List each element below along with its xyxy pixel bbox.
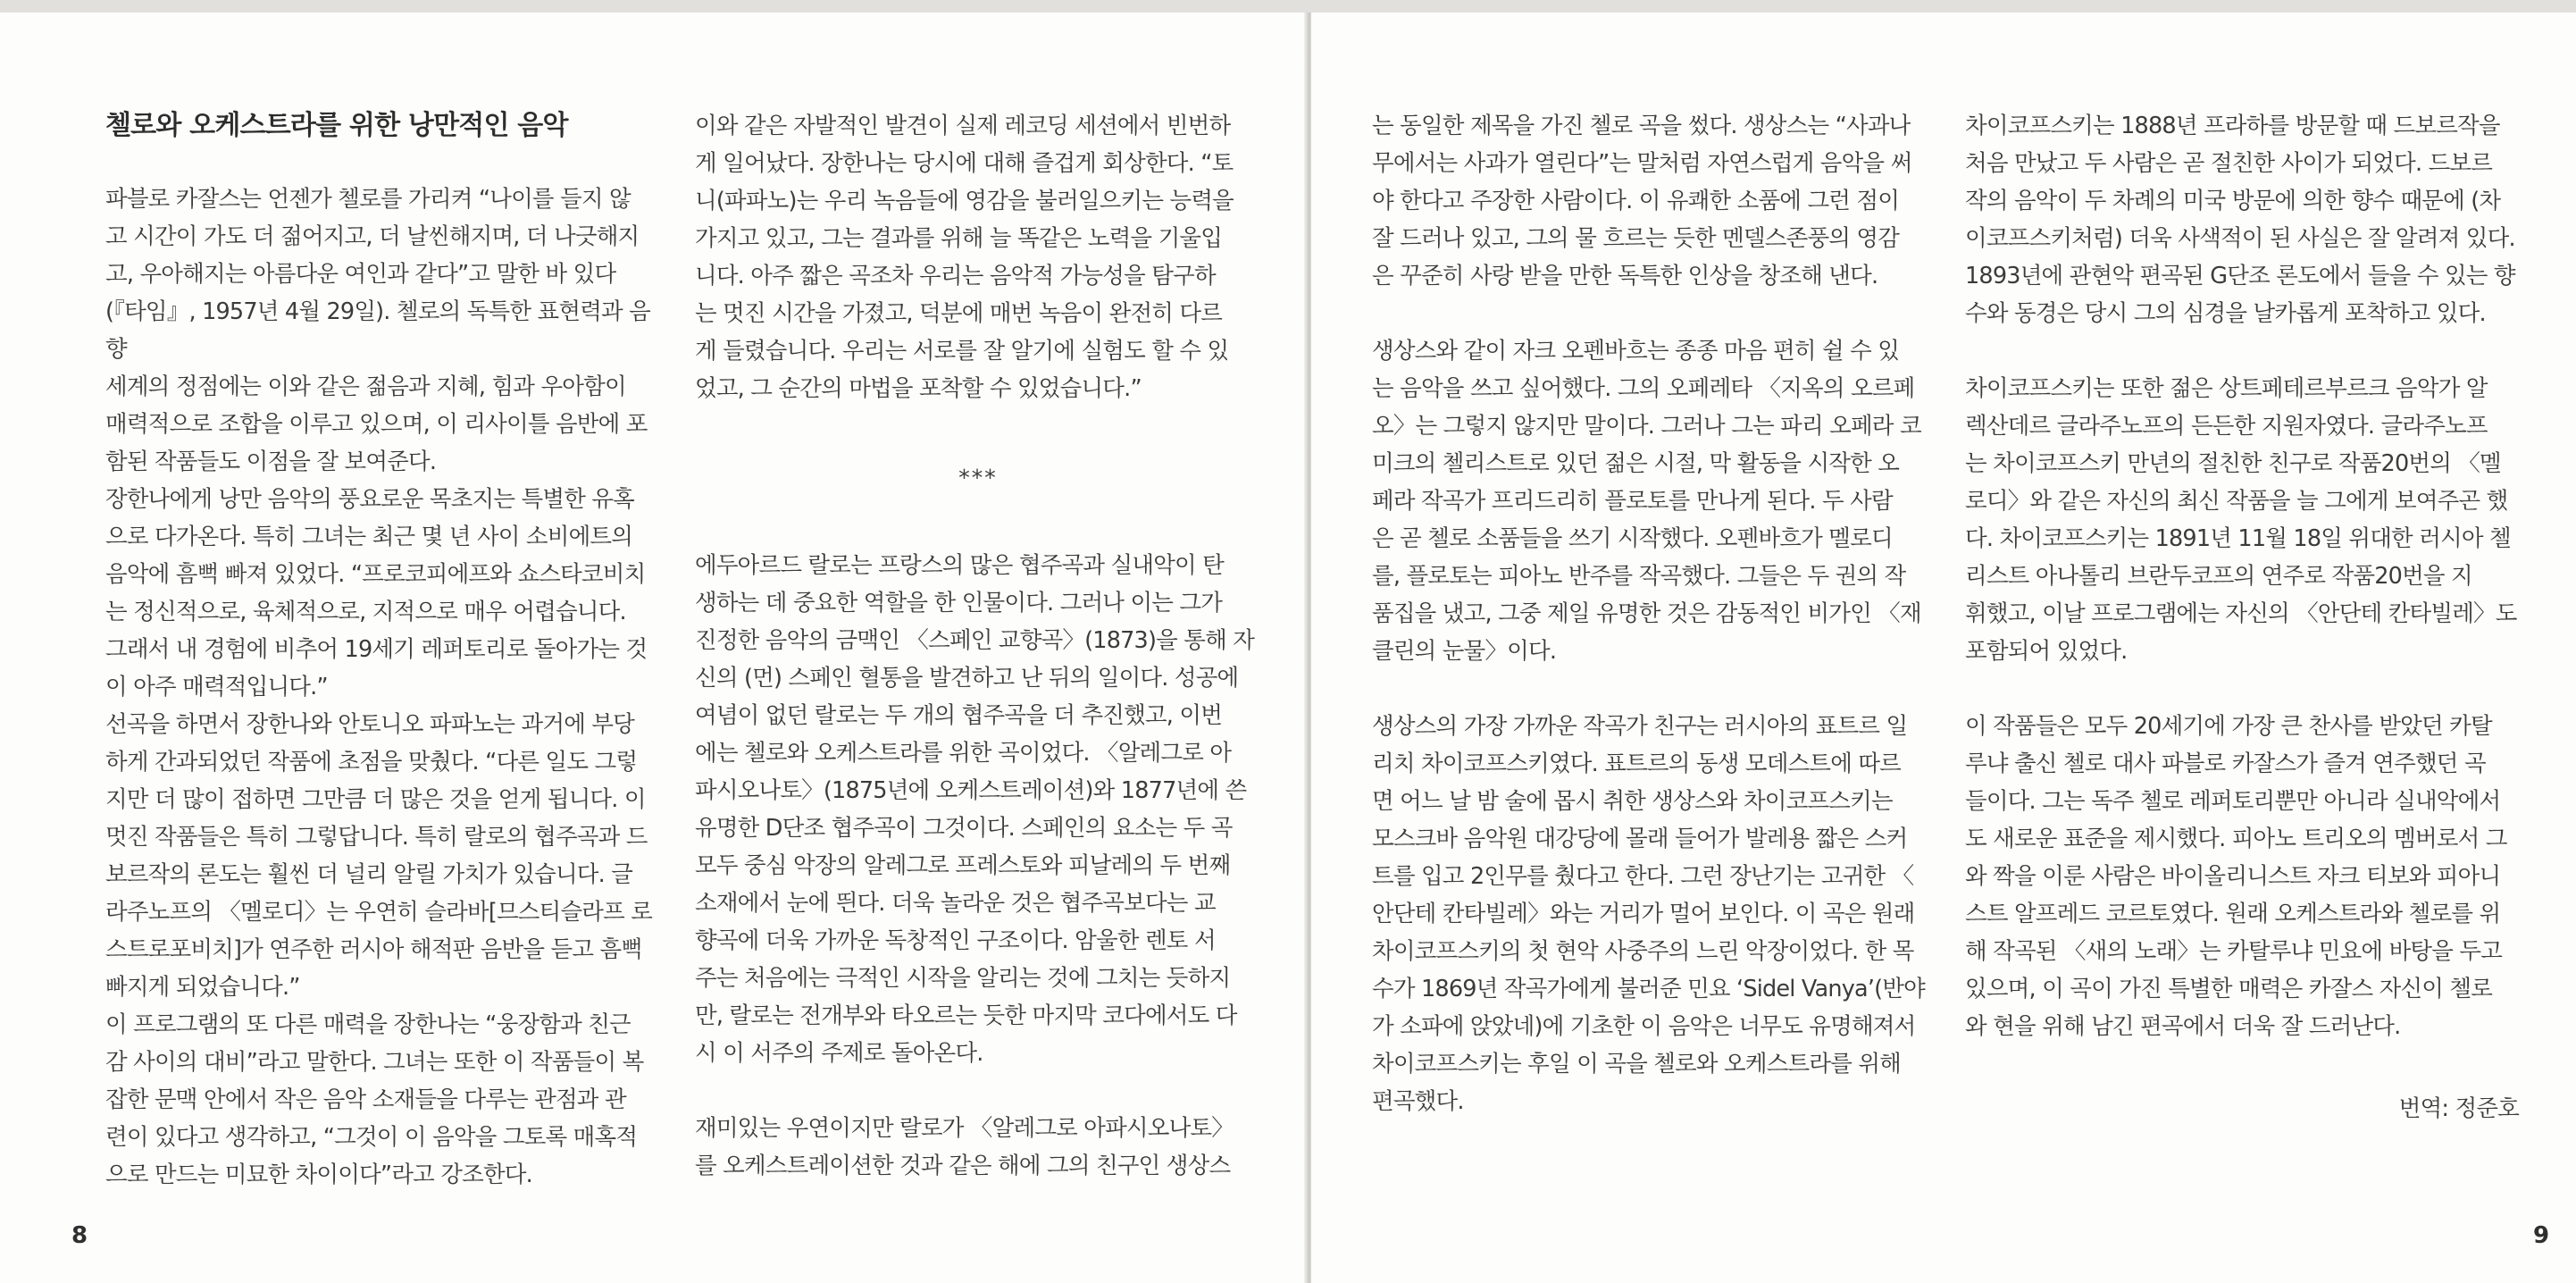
paragraph: 에두아르드 랄로는 프랑스의 많은 협주곡과 실내악이 탄 생하는 데 중요한 역할을 한 인물이다. 그러나 이는 그가 진정한 음악의 금맥인 〈스페인 교향곡〉(1873)을 통해 자 신의 (먼) 스페인 혈통을 발견하고 난 뒤의 일이다. 성공에 여념이 없던 랄로는 두 개의 협주곡을 더 추진했고, 이번 에는 첼로와 오케스트라를 위한 곡이었다. 〈알레그로 아 파시오나토〉(1875년에 오케스트레이션)와 1877년에 쓴 유명한 D단조 협주곡이 그것이다. 스페인의 요소는 두 곡 모두 중심 악장의 알레그로 프레스토와 피날레의 두 번째 소재에서 눈에 띈다. 더욱 놀라운 것은 협주곡보다는 교 향곡에 더욱 가까운 독창적인 구조이다. 암울한 렌토 서 주는 처음에는 극적인 시작을 알리는 것에 그치는 듯하지 만, 랄로는 전개부와 타오르는 듯한 마지막 코다에서도 다 시 이 서주의 주제로 돌아온다. xyxy=(695,552,1255,1067)
scan-edge xyxy=(0,0,2576,13)
paragraph: 생상스와 같이 자크 오펜바흐는 종종 마음 편히 쉴 수 있 는 음악을 쓰고 싶어했다. 그의 오페레타 〈지옥의 오르페 오〉는 그렇지 않지만 말이다. 그러나 그는 파리 오페라 코 미크의 첼리스트로 있던 젊은 시절, 막 활동을 시작한 오 페라 작곡가 프리드리히 플로토를 만나게 된다. 두 사람 은 곧 첼로 소품들을 쓰기 시작했다. 오펜바흐가 멜로디 를, 플로토는 피아노 반주를 작곡했다. 그들은 두 권의 작 품집을 냈고, 그중 제일 유명한 것은 감동적인 비가인 〈재 클린의 눈물〉이다. xyxy=(1372,338,1921,665)
paragraph: 장한나에게 낭만 음악의 풍요로운 목초지는 특별한 유혹 으로 다가온다. 특히 그녀는 최근 몇 년 사이 소비에트의 음악에 흠뻑 빠져 있었다. “프로코피에프와 쇼스타코비치 는 정신적으로, 육체적으로, 지적으로 매우 어렵습니다. 그래서 내 경험에 비추어 19세기 레퍼토리로 돌아가는 것 이 아주 매력적입니다.” xyxy=(105,486,648,700)
paragraph: 차이코프스키는 또한 젊은 상트페테르부르크 음악가 알 렉산데르 글라주노프의 든든한 지원자였다. 글라주노프 는 차이코프스키 만년의 절친한 친구로 작품20번의 〈멜 로디〉와 같은 자신의 최신 작품을 늘 그에게 보여주곤 했 다. 차이코프스키는 1891년 11월 18일 위대한 러시아 첼 리스트 아나톨리 브란두코프의 연주로 작품20번을 지 휘했고, 이날 프로그램에는 자신의 〈안단테 칸타빌레〉도 포함되어 있었다. xyxy=(1965,375,2517,665)
page-number-right: 9 xyxy=(2533,1222,2550,1249)
paragraph: 파블로 카잘스는 언젠가 첼로를 가리켜 “나이를 들지 않 고 시간이 가도 더 젊어지고, 더 날씬해지며, 더 나긋해지 고, 우아해지는 아름다운 여인과 같다”고 말한 바 있다 (『타임』, 1957년 4월 29일). 첼로의 독특한 표현력과 음향 세계의 정점에는 이와 같은 젊음과 지혜, 힘과 우아함이 매력적으로 조합을 이루고 있으며, 이 리사이틀 음반에 포 함된 작품들도 이점을 잘 보여준다. xyxy=(105,186,650,475)
translator-credit: 번역: 정준호 xyxy=(2398,1095,2519,1122)
article-heading: 첼로와 오케스트라를 위한 낭만적인 음악 xyxy=(105,110,568,141)
column-3 xyxy=(1372,107,1936,1120)
paragraph: 는 동일한 제목을 가진 첼로 곡을 썼다. 생상스는 “사과나 무에서는 사과가 열린다”는 말처럼 자연스럽게 음악을 써 야 한다고 주장한 사람이다. 이 유쾌한 소품에 그런 점이 잘 드러나 있고, 그의 물 흐르는 듯한 멘델스존풍의 영감 은 꾸준히 사랑 받을 만한 독특한 인상을 창조해 낸다. xyxy=(1372,113,1912,289)
column-1 xyxy=(105,107,670,1194)
column-4 xyxy=(1965,107,2519,1128)
paragraph: 재미있는 우연이지만 랄로가 〈알레그로 아파시오나토〉 를 오케스트레이션한 것과 같은 해에 그의 친구인 생상스 xyxy=(695,1115,1234,1179)
page-number-left: 8 xyxy=(71,1222,88,1249)
paragraph: 선곡을 하면서 장한나와 안토니오 파파노는 과거에 부당 하게 간과되었던 작품에 초점을 맞췄다. “다른 일도 그렇 지만 더 많이 접하면 그만큼 더 많은 것을 얻게 됩니다. 이 멋진 작품들은 특히 그렇답니다. 특히 랄로의 협주곡과 드 보르작의 론도는 훨씬 더 널리 알릴 가치가 있습니다. 글 라주노프의 〈멜로디〉는 우연히 슬라바[므스티슬라프 로 스트로포비치]가 연주한 러시아 해적판 음반을 듣고 흠뻑 빠지게 되었습니다.” xyxy=(105,711,653,1001)
paragraph: 이와 같은 자발적인 발견이 실제 레코딩 세션에서 빈번하 게 일어났다. 장한나는 당시에 대해 즐겁게 회상한다. “토 니(파파노)는 우리 녹음들에 영감을 불러일으키는 능력을 가지고 있고, 그는 결과를 위해 늘 똑같은 노력을 기울입 니다. 아주 짧은 곡조차 우리는 음악적 가능성을 탐구하 는 멋진 시간을 가졌고, 덕분에 매번 녹음이 완전히 다르 게 들렸습니다. 우리는 서로를 잘 알기에 실험도 할 수 있 었고, 그 순간의 마법을 포착할 수 있었습니다.” xyxy=(695,113,1234,402)
paragraph: 차이코프스키는 1888년 프라하를 방문할 때 드보르작을 처음 만났고 두 사람은 곧 절친한 사이가 되었다. 드보르 작의 음악이 두 차례의 미국 방문에 의한 향수 때문에 (차 이코프스키처럼) 더욱 사색적이 된 사실은 잘 알려져 있다. 1893년에 관현악 편곡된 G단조 론도에서 들을 수 있는 향 수와 동경은 당시 그의 심경을 날카롭게 포착하고 있다. xyxy=(1965,113,2515,327)
paragraph: 이 프로그램의 또 다른 매력을 장한나는 “웅장함과 친근 감 사이의 대비”라고 말한다. 그녀는 또한 이 작품들이 복 잡한 문맥 안에서 작은 음악 소재들을 다루는 관점과 관 련이 있다고 생각하고, “그것이 이 음악을 그토록 매혹적 으로 만드는 미묘한 차이이다”라고 강조한다. xyxy=(105,1011,644,1188)
section-separator: *** xyxy=(958,465,998,491)
column-2 xyxy=(695,107,1261,1185)
paragraph: 이 작품들은 모두 20세기에 가장 큰 찬사를 받았던 카탈 루냐 출신 첼로 대사 파블로 카잘스가 즐겨 연주했던 곡 들이다. 그는 독주 첼로 레퍼토리뿐만 아니라 실내악에서 도 새로운 표준을 제시했다. 피아노 트리오의 멤버로서 그 와 짝을 이룬 사람은 바이올리니스트 자크 티보와 피아니 스트 알프레드 코르토였다. 원래 오케스트라와 첼로를 위 해 작곡된 〈새의 노래〉는 카탈루냐 민요에 바탕을 두고 있으며, 이 곡이 가진 특별한 매력은 카잘스 자신이 첼로 와 현을 위해 남긴 편곡에서 더욱 잘 드러난다. xyxy=(1965,713,2507,1040)
paragraph: 생상스의 가장 가까운 작곡가 친구는 러시아의 표트르 일 리치 차이코프스키였다. 표트르의 동생 모데스트에 따르 면 어느 날 밤 술에 몹시 취한 생상스와 차이코프스키는 모스크바 음악원 대강당에 몰래 들어가 발레용 짧은 스커 트를 입고 2인무를 췄다고 한다. 그런 장난기는 고귀한 〈 안단테 칸타빌레〉와는 거리가 멀어 보인다. 이 곡은 원래 차이코프스키의 첫 현악 사중주의 느린 악장이었다. 한 목 수가 1869년 작곡가에게 불러준 민요 ‘Sidel Vanya’(반야 가 소파에 앉았네)에 기초한 이 음악은 너무도 유명해져서 차이코프스키는 후일 이 곡을 첼로와 오케스트라를 위해 편곡했다. xyxy=(1372,713,1925,1115)
